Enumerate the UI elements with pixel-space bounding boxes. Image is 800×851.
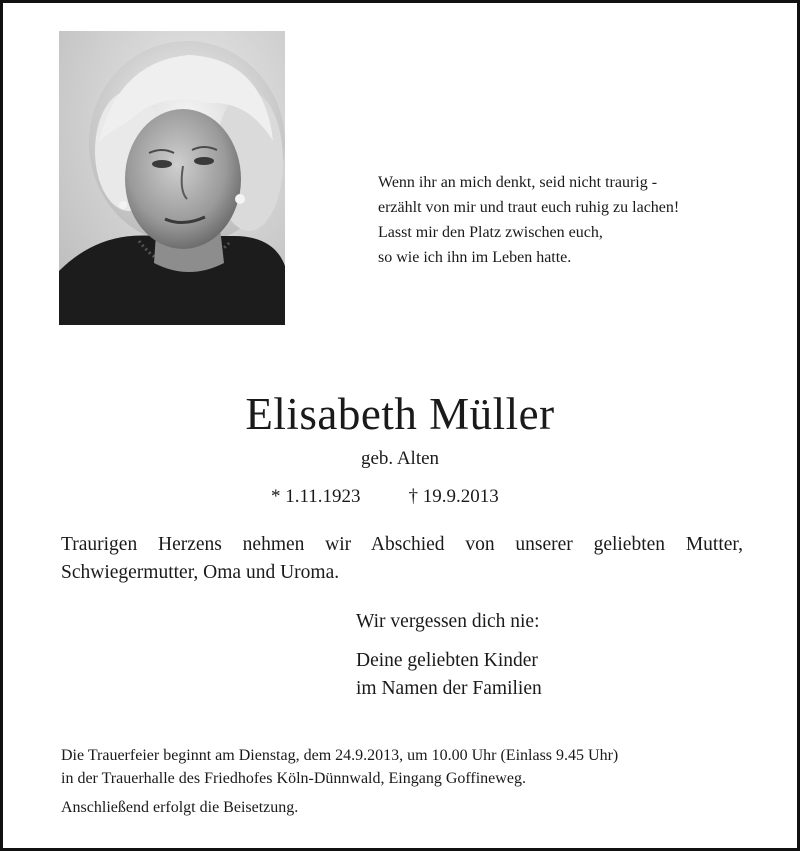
funeral-info — [61, 744, 618, 819]
farewell-text: Traurigen Herzens nehmen wir Abschied von unserer geliebten Mutter, Schwiegermutter, Oma und Uroma. — [61, 534, 743, 583]
death-date: † 19.9.2013 — [408, 486, 499, 507]
poem-line: Lasst mir den Platz zwischen euch, — [378, 224, 603, 241]
funeral-line: in der Trauerhalle des Friedhofes Köln-Dünnwald, Eingang Goffineweg. — [61, 770, 526, 787]
memorial-poem — [378, 170, 679, 270]
signature-line: Wir vergessen dich nie: — [356, 611, 540, 632]
funeral-line: Die Trauerfeier beginnt am Dienstag, dem 24.9.2013, um 10.00 Uhr (Einlass 9.45 Uhr) — [61, 747, 619, 764]
maiden-name: geb. Alten — [360, 448, 440, 469]
portrait-image — [59, 31, 285, 325]
poem-line: so wie ich ihn im Leben hatte. — [378, 249, 572, 266]
funeral-line: Anschließend erfolgt die Beisetzung. — [61, 799, 299, 816]
deceased-name: Elisabeth Müller — [245, 389, 555, 439]
portrait-photo — [59, 31, 285, 325]
signature-line: Deine geliebten Kinder — [356, 650, 538, 671]
birth-date: * 1.11.1923 — [271, 486, 361, 507]
family-signature — [356, 608, 542, 703]
poem-line: Wenn ihr an mich denkt, seid nicht traurig - — [378, 174, 658, 191]
life-dates — [271, 485, 499, 509]
signature-line: im Namen der Familien — [356, 678, 542, 699]
poem-line: erzählt von mir und traut euch ruhig zu lachen! — [378, 199, 680, 216]
